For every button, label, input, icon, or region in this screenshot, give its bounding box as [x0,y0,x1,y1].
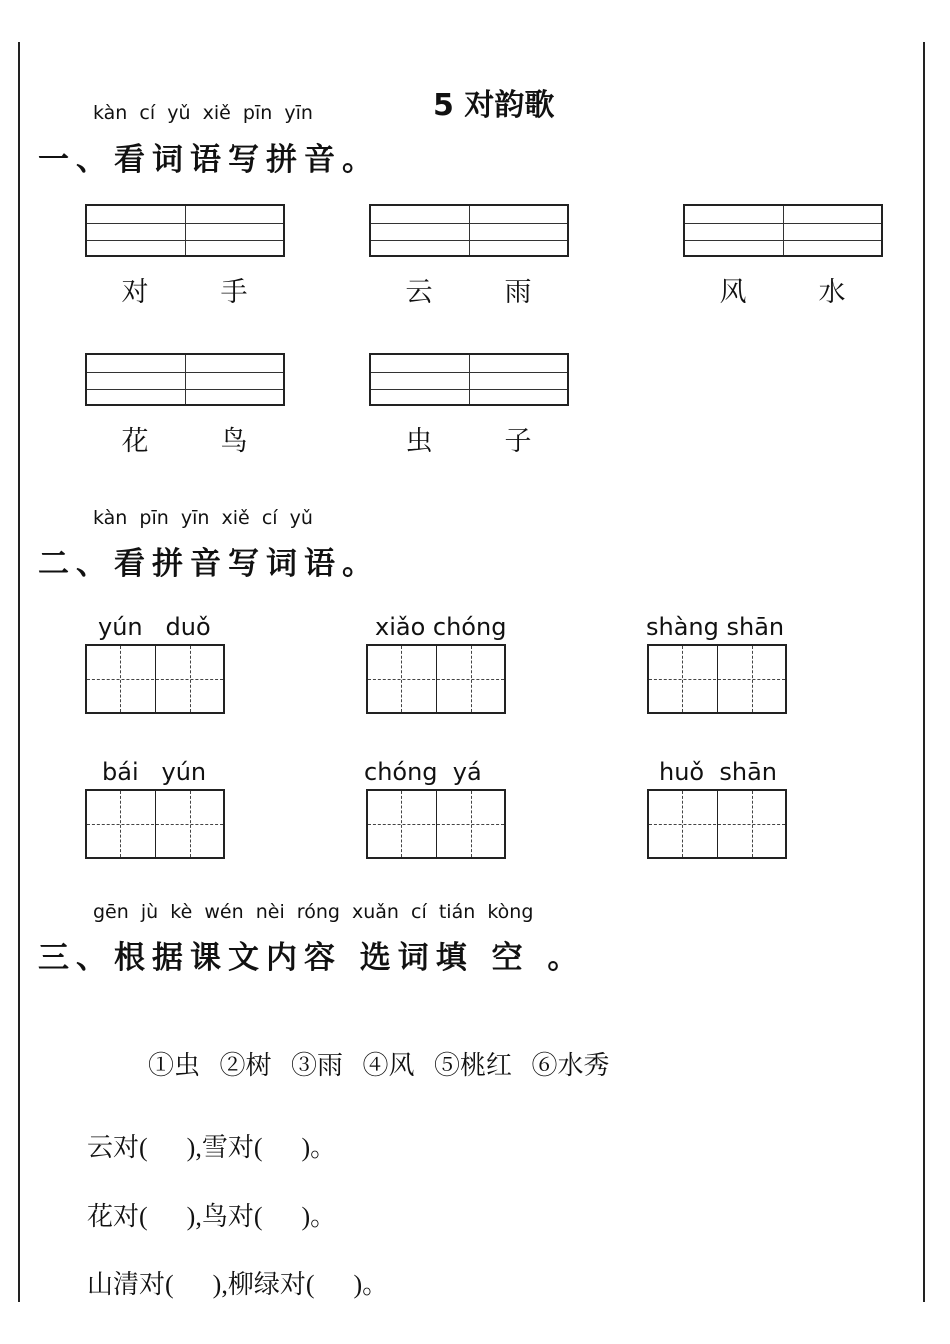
fill-blank-line[interactable]: 花对( ),鸟对( )。 [87,1202,337,1231]
section1-heading: 一、看词语写拼音。 [38,142,380,178]
character-grid[interactable] [366,644,506,714]
word-char: 水 [818,277,846,308]
word-char: 鸟 [220,426,248,457]
pinyin-writing-box[interactable] [369,204,569,257]
word-char: 风 [719,277,747,308]
character-grid[interactable] [366,789,506,859]
character-grid[interactable] [647,644,787,714]
word-pinyin: bái yún [102,758,207,786]
page-border-right [923,42,925,1302]
section3-heading: 三、根据课文内容 选词填 空 。 [38,940,586,976]
word-char: 手 [220,277,248,308]
pinyin-writing-box[interactable] [85,353,285,406]
word-char: 虫 [405,426,433,457]
word-char: 对 [121,277,149,308]
character-grid[interactable] [647,789,787,859]
section2-heading: 二、看拼音写词语。 [38,546,380,582]
section1-pinyin: kàn cí yǔ xiě pīn yīn [93,102,313,124]
word-options: ①虫 ②树 ③雨 ④风 ⑤桃红 ⑥水秀 [148,1051,610,1080]
lesson-title: 5 对韵歌 [433,88,555,123]
word-char: 雨 [504,277,532,308]
character-grid[interactable] [85,644,225,714]
pinyin-writing-box[interactable] [369,353,569,406]
pinyin-writing-box[interactable] [85,204,285,257]
section2-pinyin: kàn pīn yīn xiě cí yǔ [93,507,313,529]
page-border-left [18,42,20,1302]
word-pinyin: xiǎo chóng [375,613,507,641]
word-char: 花 [121,426,149,457]
word-pinyin: yún duǒ [98,613,211,641]
section3-pinyin: gēn jù kè wén nèi róng xuǎn cí tián kòng [93,901,534,923]
word-char: 云 [405,277,433,308]
word-pinyin: huǒ shān [659,758,777,786]
pinyin-writing-box[interactable] [683,204,883,257]
character-grid[interactable] [85,789,225,859]
word-char: 子 [504,426,532,457]
word-pinyin: chóng yá [364,758,482,786]
fill-blank-line[interactable]: 山清对( ),柳绿对( )。 [87,1270,389,1299]
word-pinyin: shàng shān [646,613,785,641]
fill-blank-line[interactable]: 云对( ),雪对( )。 [87,1133,337,1162]
